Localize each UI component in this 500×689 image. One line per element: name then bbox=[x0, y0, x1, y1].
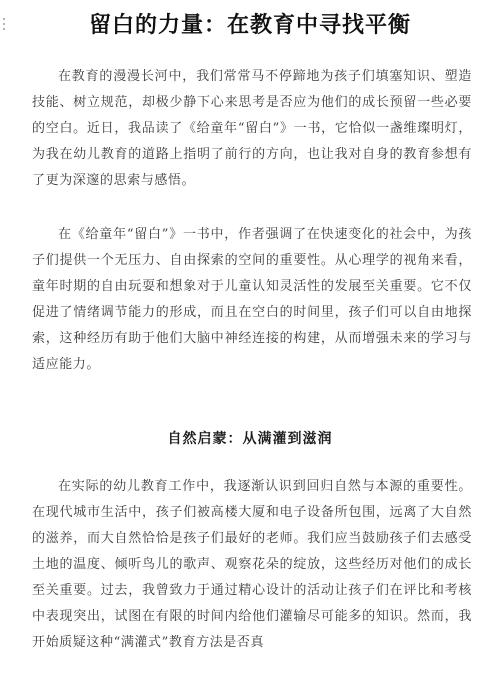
paragraph-intro: 在教育的漫漫长河中，我们常常马不停蹄地为孩子们填塞知识、塑造技能、树立规范，却极少静下心来思考是否应为他们的成长预留一些必要的空白。近日，我品读了《给童年“留白”》一书，它恰似一盏维璨明灯，为我在幼儿教育的道路上指明了前行的方向，也让我对自身的教育参想有了更为深邃的思索与感悟。 bbox=[32, 69, 472, 188]
section-heading: 自然启蒙：从满灌到滋润 bbox=[167, 431, 333, 447]
paragraph-book: 在《给童年“留白”》一书中，作者强调了在快速变化的社会中，为孩子们提供一个无压力、自由探索的空间的重要性。从心理学的视角来看，童年时期的自由玩耍和想象对于儿童认知灵活性的发展至关重要。它不仅促进了情绪调节能力的形成，而且在空白的时间里，孩子们可以自由地探索，这种经历有助于他们大脑中神经连接的构建，从而增强未来的学习与适应能力。 bbox=[32, 227, 472, 372]
page-title: 留白的力量：在教育中寻找平衡 bbox=[88, 12, 411, 38]
paragraph-nature: 在实际的幼儿教育工作中，我逐渐认识到回归自然与本源的重要性。在现代城市生活中，孩子们被高楼大厦和电子设备所包围，远离了大自然的滋养，而大自然恰恰是孩子们最好的老师。我们应当鼓励孩子们去感受土地的温度、倾听鸟儿的歌声、观察花朵的绽放，这些经历对他们的成长至关重要。过去，我曾致力于通过精心设计的活动让孩子们在评比和考核中表现突出，试图在有限的时间内给他们灌输尽可能多的知识。然而，我开始质疑这种“满灌式”教育方法是否真 bbox=[32, 479, 472, 650]
